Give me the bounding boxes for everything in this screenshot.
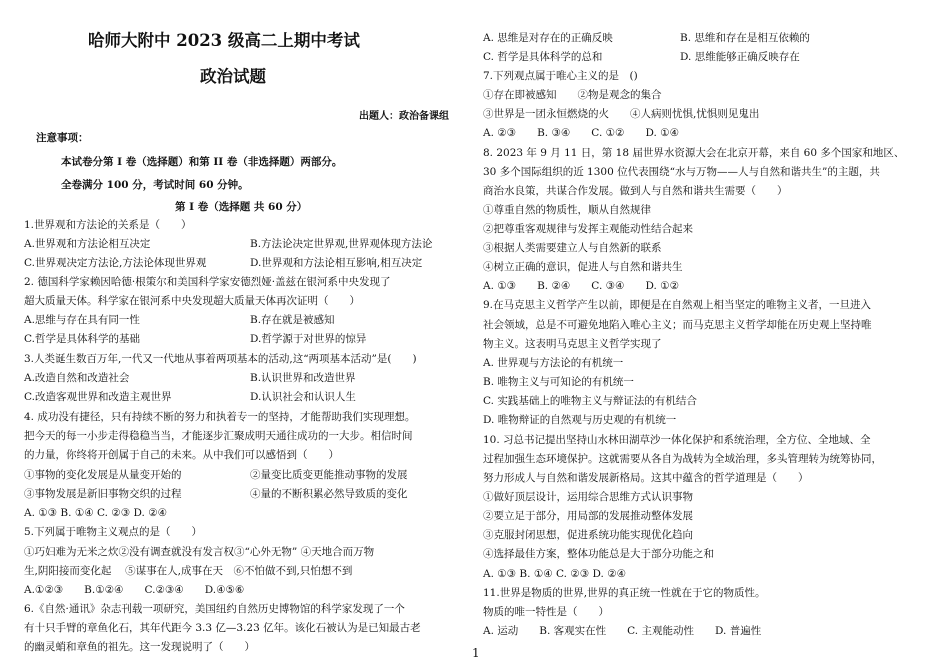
- q4-stem-3: 的力量，你终将开创属于自己的未来。从中我们可以感悟到（ ）: [24, 449, 339, 461]
- q5-stem: 5.下列属于唯物主义观点的是（ ）: [24, 526, 203, 538]
- notes-heading: 注意事项：: [36, 132, 89, 144]
- q8-item-1: ①尊重自然的物质性，顺从自然规律: [483, 204, 651, 216]
- q2-option-b: B.存在就是被感知: [250, 314, 335, 326]
- q8-answers: A. ①③ B. ②④ C. ③④ D. ①②: [483, 280, 680, 292]
- q2-option-a: A.思维与存在具有同一性: [24, 314, 140, 326]
- q9-option-b: B. 唯物主义与可知论的有机统一: [483, 376, 634, 388]
- q5-items-1: ①巧妇难为无米之炊②没有调查就没有发言权③“心外无物” ④天地合而万物: [24, 546, 375, 558]
- q7-items-1: ①存在即被感知 ②物是观念的集合: [483, 89, 662, 101]
- q11-answers: A. 运动 B. 客观实在性 C. 主观能动性 D. 普遍性: [483, 625, 762, 637]
- q1-option-c: C.世界观决定方法论,方法论体现世界观: [24, 257, 207, 269]
- q9-option-c: C. 实践基础上的唯物主义与辩证法的有机结合: [483, 395, 697, 407]
- q10-item-4: ④选择最佳方案，整体功能总是大于部分功能之和: [483, 548, 714, 560]
- exam-title: 哈师大附中 2023 级高二上期中考试: [88, 31, 360, 50]
- q2-stem-1: 2. 德国科学家赖因哈德·根策尔和美国科学家安德烈娅·盖兹在银河系中央发现了: [24, 276, 391, 288]
- q9-option-a: A. 世界观与方法论的有机统一: [483, 357, 624, 369]
- q4-stem-2: 把今天的每一小步走得稳稳当当，才能逐步汇聚成明天通往成功的一大步。相信时间: [24, 430, 413, 442]
- page-number: 1: [472, 646, 480, 660]
- q6-option-c: C. 哲学是具体科学的总和: [483, 51, 603, 63]
- q1-option-b: B.方法论决定世界观,世界观体现方法论: [250, 238, 433, 250]
- q2-option-d: D.哲学源于对世界的惊异: [250, 333, 367, 345]
- q11-stem-1: 11.世界是物质的世界,世界的真正统一性就在于它的物质性。: [483, 587, 766, 599]
- q8-item-2: ②把尊重客观规律与发挥主观能动性结合起来: [483, 223, 693, 235]
- q1-option-d: D.世界观和方法论相互影响,相互决定: [250, 257, 423, 269]
- q5-items-2: 生,阴阳接而变化起 ⑤谋事在人,成事在天 ⑥不怕做不到,只怕想不到: [24, 565, 353, 577]
- q7-answers: A. ②③ B. ③④ C. ①② D. ①④: [483, 127, 680, 139]
- q9-stem-2: 社会领域，总是不可避免地陷入唯心主义；而马克思主义哲学却能在历史观上坚持唯: [483, 319, 872, 331]
- q8-stem-1: 8. 2023 年 9 月 11 日，第 18 届世界水资源大会在北京开幕，来自 60 多个国家和地区、: [483, 147, 905, 159]
- q6-option-a: A. 思维是对存在的正确反映: [483, 32, 613, 44]
- q1-option-a: A.世界观和方法论相互决定: [24, 238, 151, 250]
- q4-answers: A. ①③ B. ①④ C. ②③ D. ②④: [24, 507, 168, 519]
- section-heading: 第 I 卷（选择题 共 60 分）: [175, 201, 308, 213]
- notes-line-1: 本试卷分第 I 卷（选择题）和第 II 卷（非选择题）两部分。: [61, 156, 343, 168]
- q6-option-b: B. 思维和存在是相互依赖的: [680, 32, 810, 44]
- q10-item-3: ③克服封闭思想，促进系统功能实现优化趋向: [483, 529, 693, 541]
- q7-stem: 7.下列观点属于唯心主义的是 (): [483, 70, 638, 82]
- q10-item-1: ①做好顶层设计，运用综合思维方式认识事物: [483, 491, 693, 503]
- q9-option-d: D. 唯物辩证的自然观与历史观的有机统一: [483, 414, 677, 426]
- q5-answers: A.①②③ B.①②④ C.②③④ D.④⑤⑥: [24, 584, 245, 596]
- q9-stem-3: 物主义。这表明马克思主义哲学实现了: [483, 338, 662, 350]
- author-line: 出题人：政治备课组: [359, 111, 449, 122]
- q4-stem-1: 4. 成功没有捷径，只有持续不断的努力和执着专一的坚持，才能帮助我们实现理想。: [24, 411, 416, 423]
- q4-item-4: ④量的不断积累必然导致质的变化: [250, 488, 408, 500]
- q3-stem: 3.人类诞生数百万年,一代又一代地从事着两项基本的活动,这“两项基本活动”是( ): [24, 353, 417, 365]
- q8-item-3: ③根据人类需要建立人与自然新的联系: [483, 242, 662, 254]
- notes-line-2: 全卷满分 100 分，考试时间 60 分钟。: [61, 179, 249, 191]
- q8-stem-3: 商治水良策，共谋合作发展。做到人与自然和谐共生需要（ ）: [483, 185, 788, 197]
- q3-option-a: A.改造自然和改造社会: [24, 372, 130, 384]
- q8-stem-2: 30 多个国际组织的近 1300 位代表围绕“水与万物——人与自然和谐共生”的主题，共: [483, 166, 880, 178]
- q10-answers: A. ①③ B. ①④ C. ②③ D. ②④: [483, 568, 627, 580]
- q3-option-c: C.改造客观世界和改造主观世界: [24, 391, 172, 403]
- exam-subtitle: 政治试题: [200, 67, 266, 86]
- q2-option-c: C.哲学是具体科学的基础: [24, 333, 140, 345]
- q10-item-2: ②要立足于部分，用局部的发展推动整体发展: [483, 510, 693, 522]
- q10-stem-2: 过程加强生态环境保护。这就需要从各自为战转为全域治理，多头管理转为统筹协同，: [483, 453, 882, 465]
- q6-stem-2: 有十只手臂的章鱼化石，其年代距今 3.3 亿—3.23 亿年。该化石被认为是已知最古老: [24, 622, 421, 634]
- q10-stem-3: 努力形成人与自然和谐发展新格局。这其中蕴含的哲学道理是（ ）: [483, 472, 809, 484]
- q9-stem-1: 9.在马克思主义哲学产生以前，即便是在自然观上相当坚定的唯物主义者，一旦进入: [483, 299, 872, 311]
- q8-item-4: ④树立正确的意识，促进人与自然和谐共生: [483, 261, 683, 273]
- q6-stem-3: 的幽灵蛸和章鱼的祖先。这一发现说明了（ ）: [24, 641, 255, 653]
- q2-stem-2: 超大质量天体。科学家在银河系中央发现超大质量天体再次证明（ ）: [24, 295, 360, 307]
- q3-option-b: B.认识世界和改造世界: [250, 372, 356, 384]
- q4-item-1: ①事物的变化发展是从量变开始的: [24, 469, 182, 481]
- q6-stem-1: 6.《自然·通讯》杂志刊载一项研究，美国纽约自然历史博物馆的科学家发现了一个: [24, 603, 405, 615]
- q7-items-2: ③世界是一团永恒燃烧的火 ④人病则忧惧,忧惧则见鬼出: [483, 108, 760, 120]
- q4-item-2: ②量变比质变更能推动事物的发展: [250, 469, 408, 481]
- q10-stem-1: 10. 习总书记提出坚持山水林田湖草沙一体化保护和系统治理，全方位、全地域、全: [483, 434, 871, 446]
- q6-option-d: D. 思维能够正确反映存在: [680, 51, 800, 63]
- q3-option-d: D.认识社会和认识人生: [250, 391, 356, 403]
- q11-stem-2: 物质的唯一特性是（ ）: [483, 606, 609, 618]
- q1-stem: 1.世界观和方法论的关系是（ ）: [24, 219, 192, 231]
- q4-item-3: ③事物发展是新旧事物交织的过程: [24, 488, 182, 500]
